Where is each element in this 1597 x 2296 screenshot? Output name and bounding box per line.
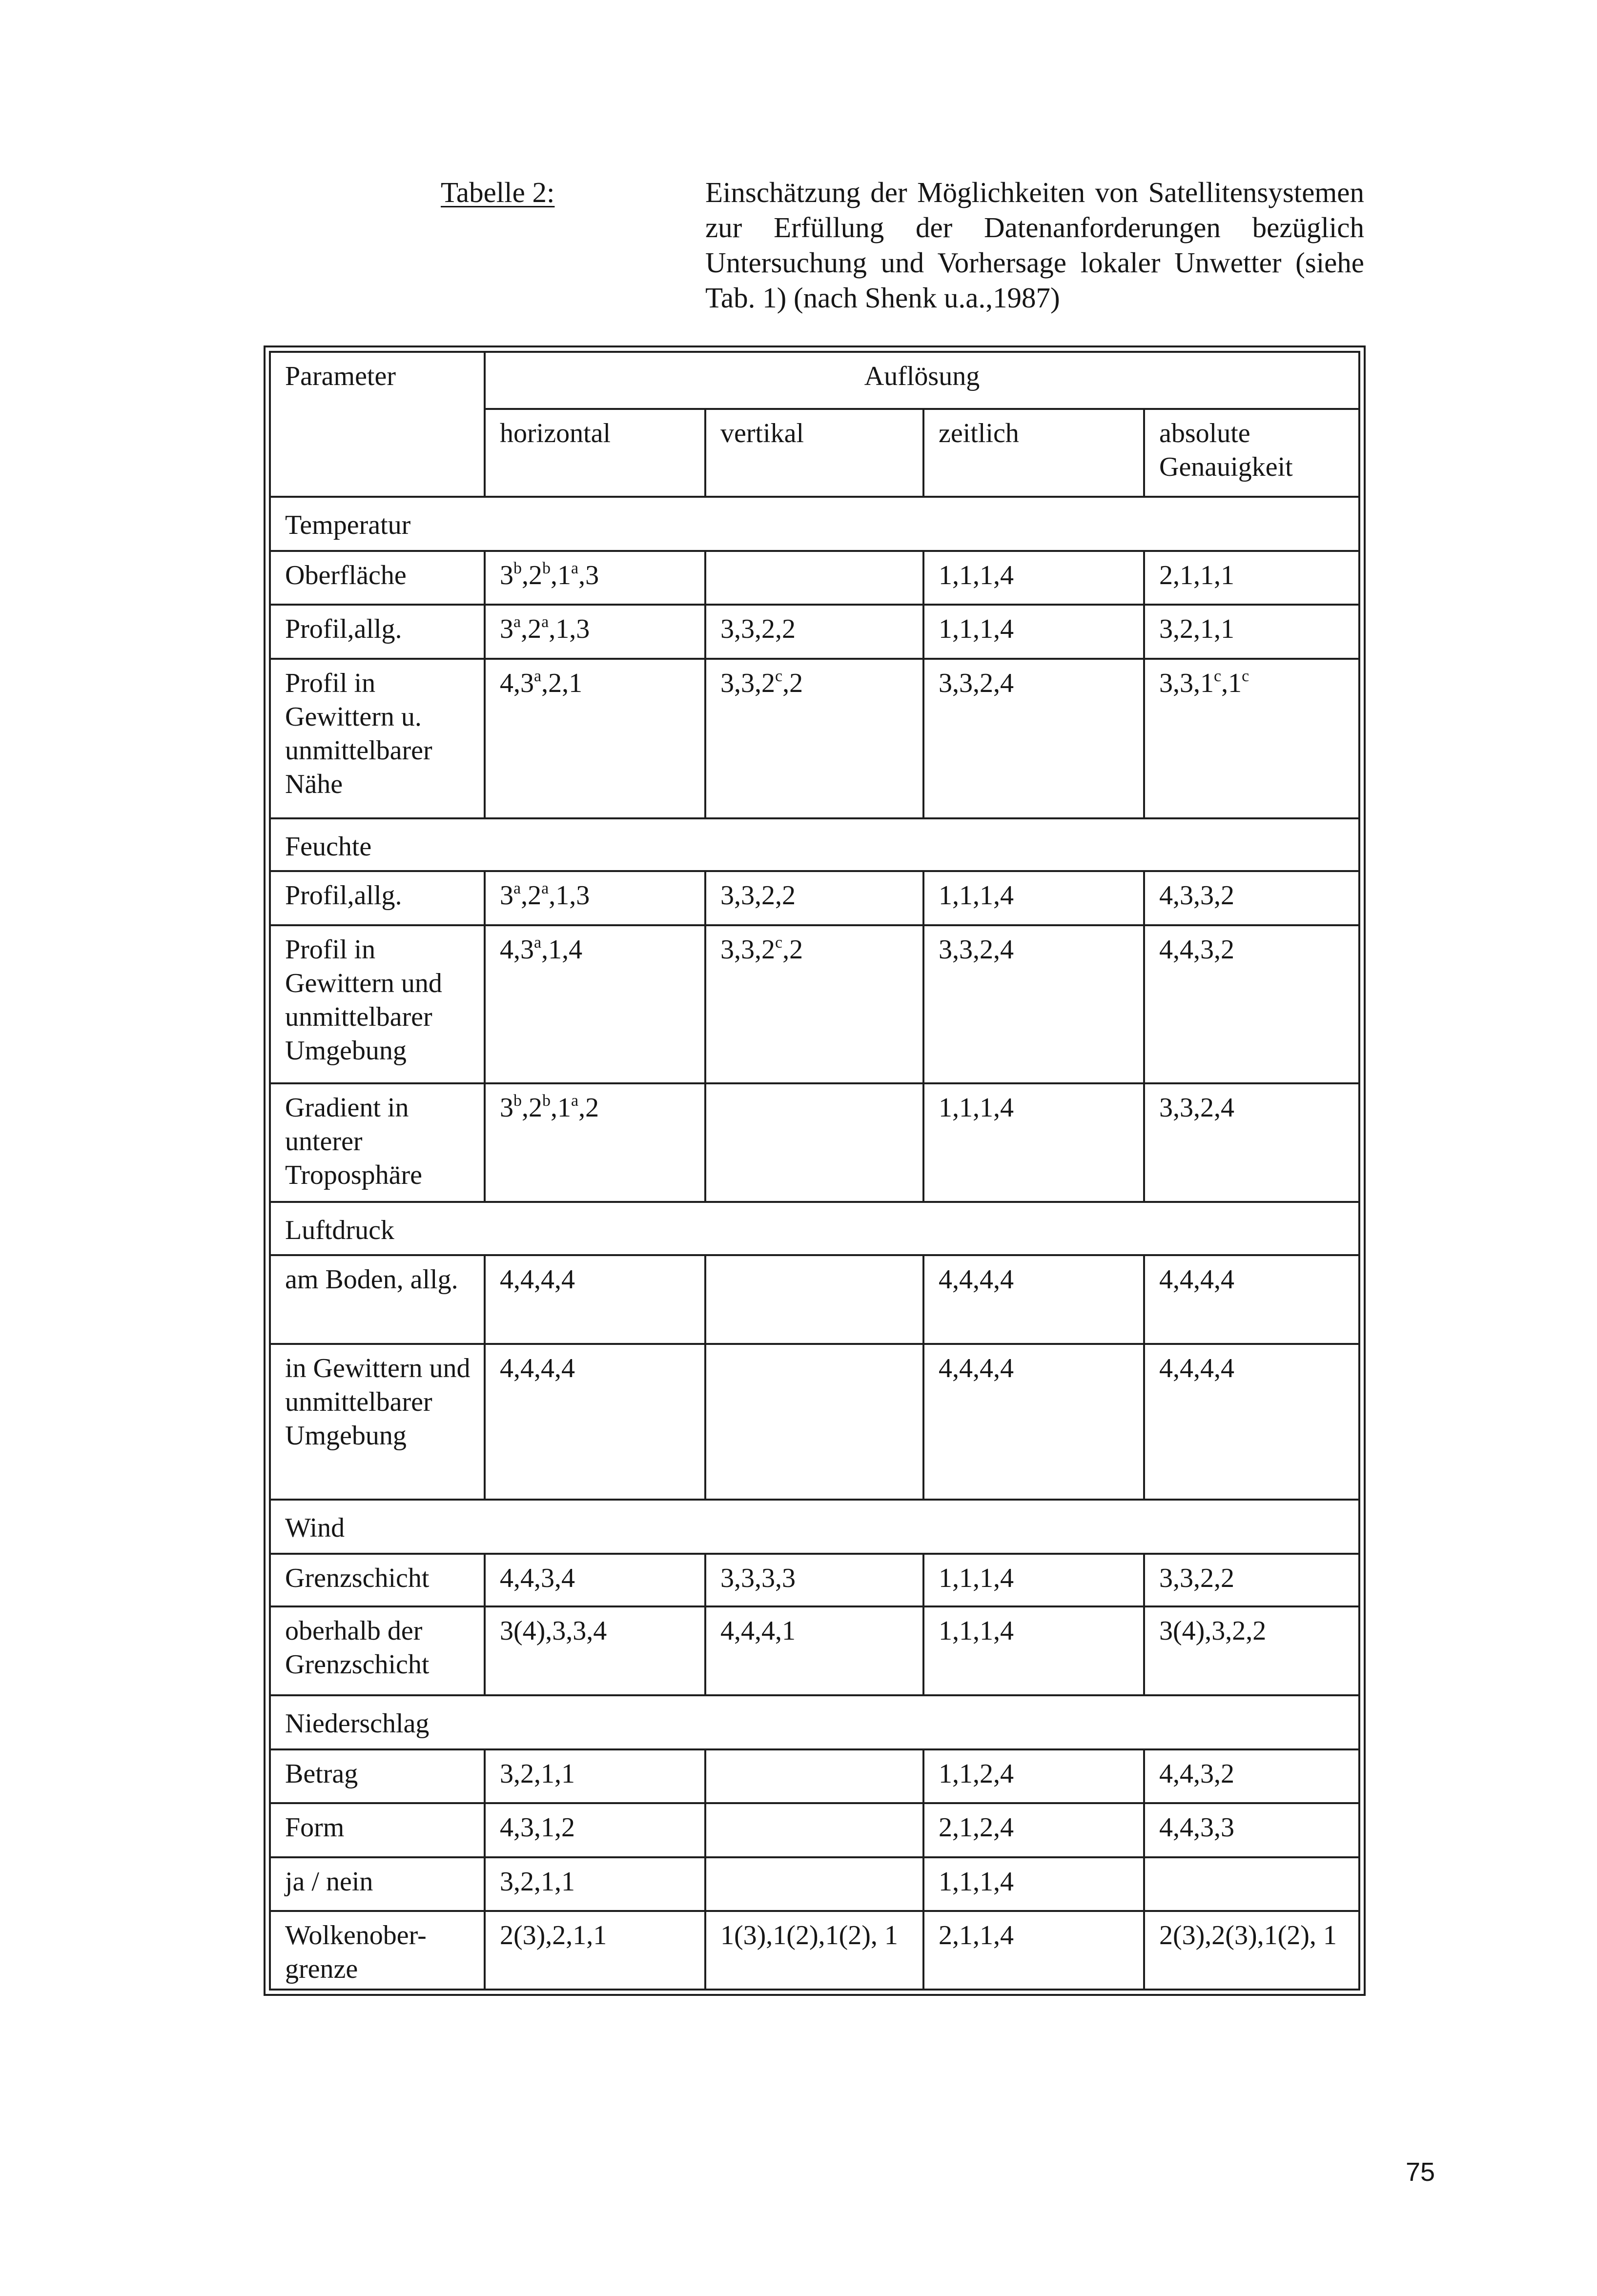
table-cell: 1,1,1,4 (923, 871, 1144, 925)
table-cell: 4,4,3,4 (485, 1554, 705, 1607)
table-row (270, 1803, 1359, 1857)
table-cell: 4,4,4,4 (1144, 1344, 1359, 1500)
table-cell: 2(3),2,1,1 (485, 1911, 705, 1990)
table-cell: 2,1,1,4 (923, 1911, 1144, 1990)
table-cell: 1,1,1,4 (923, 551, 1144, 605)
table-cell: 3$^a$,2$^a$,1,3 (485, 871, 705, 925)
table-cell: 3$^a$,2$^a$,1,3 (485, 605, 705, 659)
row-parameter-label: oberhalb der Grenzschicht (270, 1606, 485, 1695)
table-cell: 3(4),3,2,2 (1144, 1606, 1359, 1695)
row-parameter-label: ja / nein (270, 1857, 485, 1911)
table-header-row (270, 352, 1359, 409)
table-row (270, 1083, 1359, 1202)
table-cell: 4,3,3,2 (1144, 871, 1359, 925)
table-cell (1144, 1857, 1359, 1911)
row-parameter-label: Gradient in unterer Troposphäre (270, 1083, 485, 1202)
table-cell: 3,2,1,1 (1144, 605, 1359, 659)
table-cell: 3,3,2$^c$,2 (705, 925, 923, 1084)
table-row (270, 925, 1359, 1084)
table-row (270, 1857, 1359, 1911)
table-cell: 4,4,4,4 (485, 1255, 705, 1344)
table-section-row (270, 497, 1359, 551)
assessment-table (269, 351, 1360, 1991)
table-cell: 4,4,3,3 (1144, 1803, 1359, 1857)
table-cell (705, 1083, 923, 1202)
table-row (270, 551, 1359, 605)
table-cell: 1,1,1,4 (923, 1857, 1144, 1911)
table-section-row (270, 1500, 1359, 1554)
table-cell: 3,3,2,2 (1144, 1554, 1359, 1607)
row-parameter-label: in Gewittern und unmittelbarer Umgebung (270, 1344, 485, 1500)
table-caption-label: Tabelle 2: (441, 176, 555, 208)
section-label: Niederschlag (270, 1695, 1359, 1749)
row-parameter-label: Wolkenober-grenze (270, 1911, 485, 1990)
row-parameter-label: Profil in Gewittern und unmittelbarer Umgebung (270, 925, 485, 1084)
table-cell: 2,1,2,4 (923, 1803, 1144, 1857)
table-cell (705, 1857, 923, 1911)
table-cell: 3,2,1,1 (485, 1857, 705, 1911)
table-cell (705, 1749, 923, 1804)
table-cell (705, 551, 923, 605)
caption-line: Einschätzung der Möglichkeiten von Satellitensystemen (705, 176, 1364, 208)
table-row (270, 1911, 1359, 1990)
section-label: Temperatur (270, 497, 1359, 551)
table-cell (705, 1344, 923, 1500)
table-cell (705, 1803, 923, 1857)
table-cell: 3,3,2,2 (705, 605, 923, 659)
table-cell: 3,3,2,4 (1144, 1083, 1359, 1202)
table-cell: 3,3,2,2 (705, 871, 923, 925)
table-cell: 4,3$^a$,1,4 (485, 925, 705, 1084)
row-parameter-label: Form (270, 1803, 485, 1857)
table-cell: 1,1,2,4 (923, 1749, 1144, 1804)
table-cell: 3(4),3,3,4 (485, 1606, 705, 1695)
section-label: Feuchte (270, 818, 1359, 872)
table-body (270, 352, 1359, 1990)
table-section-row (270, 1695, 1359, 1749)
table-cell: 3,3,3,3 (705, 1554, 923, 1607)
header-horizontal: horizontal (485, 409, 705, 497)
table-cell (705, 1255, 923, 1344)
table-cell: 4,4,4,4 (1144, 1255, 1359, 1344)
table-cell: 4,4,3,2 (1144, 925, 1359, 1084)
table-cell: 3,3,2,4 (923, 659, 1144, 818)
table-cell: 2(3),2(3),1(2), 1 (1144, 1911, 1359, 1990)
section-label: Luftdruck (270, 1202, 1359, 1255)
table-cell: 4,3$^a$,2,1 (485, 659, 705, 818)
table-row (270, 1255, 1359, 1344)
table-section-row (270, 818, 1359, 872)
caption-line: Tab. 1) (nach Shenk u.a.,1987) (705, 282, 1060, 314)
table-cell: 4,4,4,4 (923, 1344, 1144, 1500)
row-parameter-label: am Boden, allg. (270, 1255, 485, 1344)
table-cell: 4,4,4,4 (485, 1344, 705, 1500)
table-cell: 1,1,1,4 (923, 1606, 1144, 1695)
table-cell: 1(3),1(2),1(2), 1 (705, 1911, 923, 1990)
page-number: 75 (1406, 2157, 1435, 2187)
table-caption-text (705, 175, 1364, 315)
table-section-row (270, 1202, 1359, 1255)
table-cell: 1,1,1,4 (923, 1554, 1144, 1607)
header-absolute-genauigkeit: absolute Genauigkeit (1144, 409, 1359, 497)
caption-line: Untersuchung und Vorhersage lokaler Unwetter (siehe (705, 246, 1364, 279)
table-cell: 3,2,1,1 (485, 1749, 705, 1804)
table-cell: 3$^b$,2$^b$,1$^a$,2 (485, 1083, 705, 1202)
table-cell: 3$^b$,2$^b$,1$^a$,3 (485, 551, 705, 605)
table-row (270, 1554, 1359, 1607)
header-zeitlich: zeitlich (923, 409, 1144, 497)
table-cell: 3,3,2$^c$,2 (705, 659, 923, 818)
header-parameter: Parameter (270, 352, 485, 497)
table-cell: 4,3,1,2 (485, 1803, 705, 1857)
table-cell: 4,4,4,4 (923, 1255, 1144, 1344)
row-parameter-label: Profil,allg. (270, 605, 485, 659)
table-row (270, 1749, 1359, 1804)
table-row (270, 1344, 1359, 1500)
table-cell: 3,3,2,4 (923, 925, 1144, 1084)
table-row (270, 871, 1359, 925)
table-cell: 4,4,4,1 (705, 1606, 923, 1695)
row-parameter-label: Oberfläche (270, 551, 485, 605)
table-cell: 1,1,1,4 (923, 1083, 1144, 1202)
table-row (270, 605, 1359, 659)
row-parameter-label: Profil,allg. (270, 871, 485, 925)
row-parameter-label: Grenzschicht (270, 1554, 485, 1607)
table-cell: 1,1,1,4 (923, 605, 1144, 659)
section-label: Wind (270, 1500, 1359, 1554)
table-row (270, 659, 1359, 818)
table-row (270, 1606, 1359, 1695)
caption-line: zur Erfüllung der Datenanforderungen bezüglich (705, 211, 1364, 244)
table-cell: 2,1,1,1 (1144, 551, 1359, 605)
assessment-table-frame (264, 345, 1366, 1996)
header-vertikal: vertikal (705, 409, 923, 497)
row-parameter-label: Profil in Gewittern u. unmittelbarer Nähe (270, 659, 485, 818)
header-resolution: Auflösung (485, 352, 1359, 409)
table-cell: 3,3,1$^c$,1$^c$ (1144, 659, 1359, 818)
table-cell: 4,4,3,2 (1144, 1749, 1359, 1804)
row-parameter-label: Betrag (270, 1749, 485, 1804)
